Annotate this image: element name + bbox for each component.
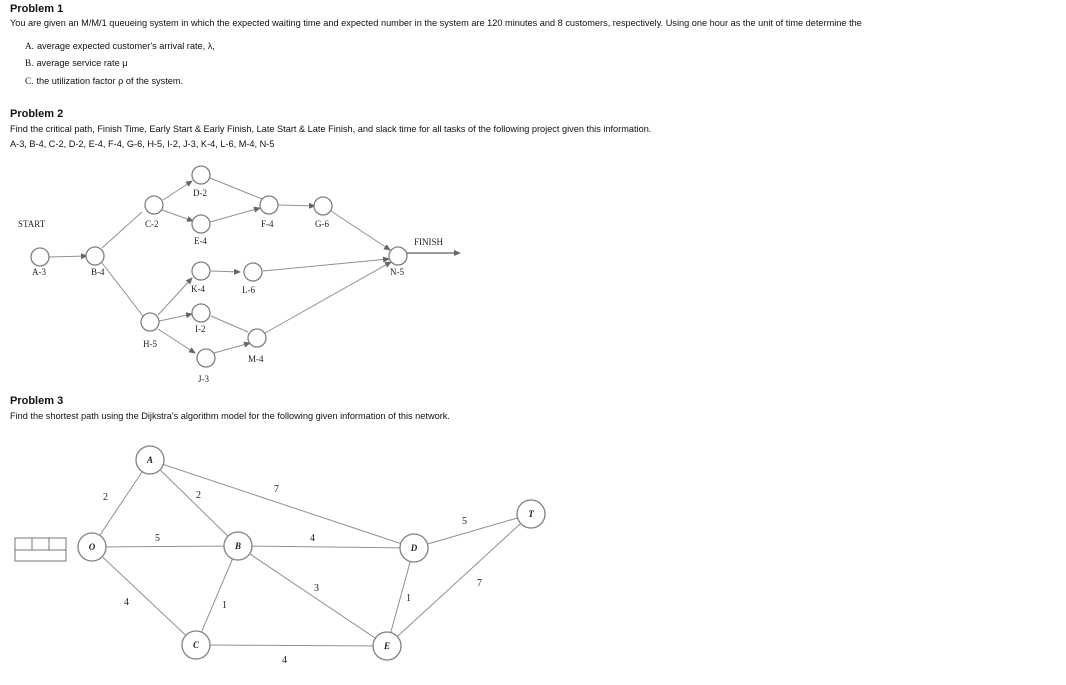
weight-d-t: 5 xyxy=(462,516,467,527)
node-e xyxy=(192,215,210,233)
edge-f-g xyxy=(278,205,315,206)
net-node-label-b: B xyxy=(234,541,242,551)
weight-e-t: 7 xyxy=(477,578,482,589)
task-label-h: H-5 xyxy=(143,339,157,349)
edge-e-t xyxy=(387,514,531,646)
edge-b-d xyxy=(238,546,414,548)
item-marker: A. xyxy=(25,41,34,51)
edge-h-i xyxy=(159,314,192,321)
problem1-text: You are given an M/M/1 queueing system in which the expected waiting time and expected number in the system are 120 minutes and 8 customers, respectively. Using one hour as the unit of time determine the xyxy=(10,18,862,28)
problem3-text: Find the shortest path using the Dijkstra's algorithm model for the following given information of this network. xyxy=(10,411,450,421)
edge-h-k xyxy=(158,278,192,315)
task-label-j: J-3 xyxy=(198,374,209,384)
node-g xyxy=(314,197,332,215)
problem2-line1: Find the critical path, Finish Time, Early Start & Early Finish, Late Start & Late Finish, and slack time for all tasks of the following project given this information. xyxy=(10,124,652,134)
net-node-label-a: A xyxy=(146,455,154,465)
edge-a-b xyxy=(49,256,87,257)
edge-b-c xyxy=(102,212,142,248)
start-label: START xyxy=(18,219,46,229)
edge-o-a xyxy=(92,460,150,547)
node-k xyxy=(192,262,210,280)
weight-d-e: 1 xyxy=(406,593,411,604)
edge-a-d xyxy=(150,460,414,548)
task-label-n: N-5 xyxy=(390,267,404,277)
item-text: average expected customer's arrival rate, λ, xyxy=(36,41,215,51)
net-node-label-d: D xyxy=(410,543,418,553)
task-label-m: M-4 xyxy=(248,354,264,364)
task-label-d: D-2 xyxy=(193,188,207,198)
task-label-e: E-4 xyxy=(194,236,207,246)
edge-c-e xyxy=(196,645,387,646)
net-node-label-e: E xyxy=(383,641,391,651)
edge-d-t xyxy=(414,514,531,548)
weight-o-b: 5 xyxy=(155,533,160,544)
node-m xyxy=(248,329,266,347)
task-label-a: A-3 xyxy=(32,267,46,277)
item-marker: C. xyxy=(25,76,34,86)
problem2-line2: A-3, B-4, C-2, D-2, E-4, F-4, G-6, H-5, I-2, J-3, K-4, L-6, M-4, N-5 xyxy=(10,139,275,149)
edge-d-f xyxy=(210,178,262,199)
weight-a-b: 2 xyxy=(196,490,201,501)
edge-k-l xyxy=(211,271,240,272)
edge-b-h xyxy=(102,263,143,316)
task-label-b: B-4 xyxy=(91,267,105,277)
edge-a-b xyxy=(150,460,238,546)
edge-c-d xyxy=(163,181,192,200)
task-label-f: F-4 xyxy=(261,219,274,229)
edge-m-n xyxy=(265,262,391,333)
edge-h-j xyxy=(158,329,195,353)
node-f xyxy=(260,196,278,214)
legend-table-icon xyxy=(15,538,66,561)
edge-o-c xyxy=(92,547,196,645)
edge-g-n xyxy=(331,211,390,250)
dijkstra-network xyxy=(15,446,545,666)
item-text: average service rate μ xyxy=(36,58,128,68)
weight-a-d: 7 xyxy=(274,484,279,495)
problem1-title: Problem 1 xyxy=(10,3,64,15)
weight-b-c: 1 xyxy=(222,600,227,611)
project-network xyxy=(18,166,460,384)
net-node-label-c: C xyxy=(192,640,200,650)
finish-label: FINISH xyxy=(414,237,444,247)
task-label-g: G-6 xyxy=(315,219,329,229)
node-b xyxy=(86,247,104,265)
weight-b-d: 4 xyxy=(310,533,315,544)
weight-c-e: 4 xyxy=(282,655,287,666)
node-i xyxy=(192,304,210,322)
task-label-l: L-6 xyxy=(242,285,255,295)
task-label-k: K-4 xyxy=(191,284,205,294)
node-n xyxy=(389,247,407,265)
node-j xyxy=(197,349,215,367)
edge-l-n xyxy=(263,259,389,271)
task-label-i: I-2 xyxy=(195,324,206,334)
edge-b-c xyxy=(196,546,238,645)
edge-c-e xyxy=(162,210,193,221)
edge-j-m xyxy=(214,343,250,353)
net-node-label-o: O xyxy=(88,542,96,552)
node-c xyxy=(145,196,163,214)
item-marker: B. xyxy=(25,58,34,68)
problem2-title: Problem 2 xyxy=(10,108,64,120)
weight-b-e: 3 xyxy=(314,583,319,594)
edge-o-b xyxy=(92,546,238,547)
node-a xyxy=(31,248,49,266)
problem3-title: Problem 3 xyxy=(10,395,64,407)
item-text: the utilization factor ρ of the system. xyxy=(36,76,184,86)
net-node-label-t: T xyxy=(528,509,534,519)
edge-b-e xyxy=(238,546,387,646)
weight-o-a: 2 xyxy=(103,492,108,503)
task-label-c: C-2 xyxy=(145,219,159,229)
weight-o-c: 4 xyxy=(124,597,129,608)
edge-i-m xyxy=(211,316,248,332)
node-l xyxy=(244,263,262,281)
edge-e-f xyxy=(210,208,260,222)
node-h xyxy=(141,313,159,331)
node-d xyxy=(192,166,210,184)
